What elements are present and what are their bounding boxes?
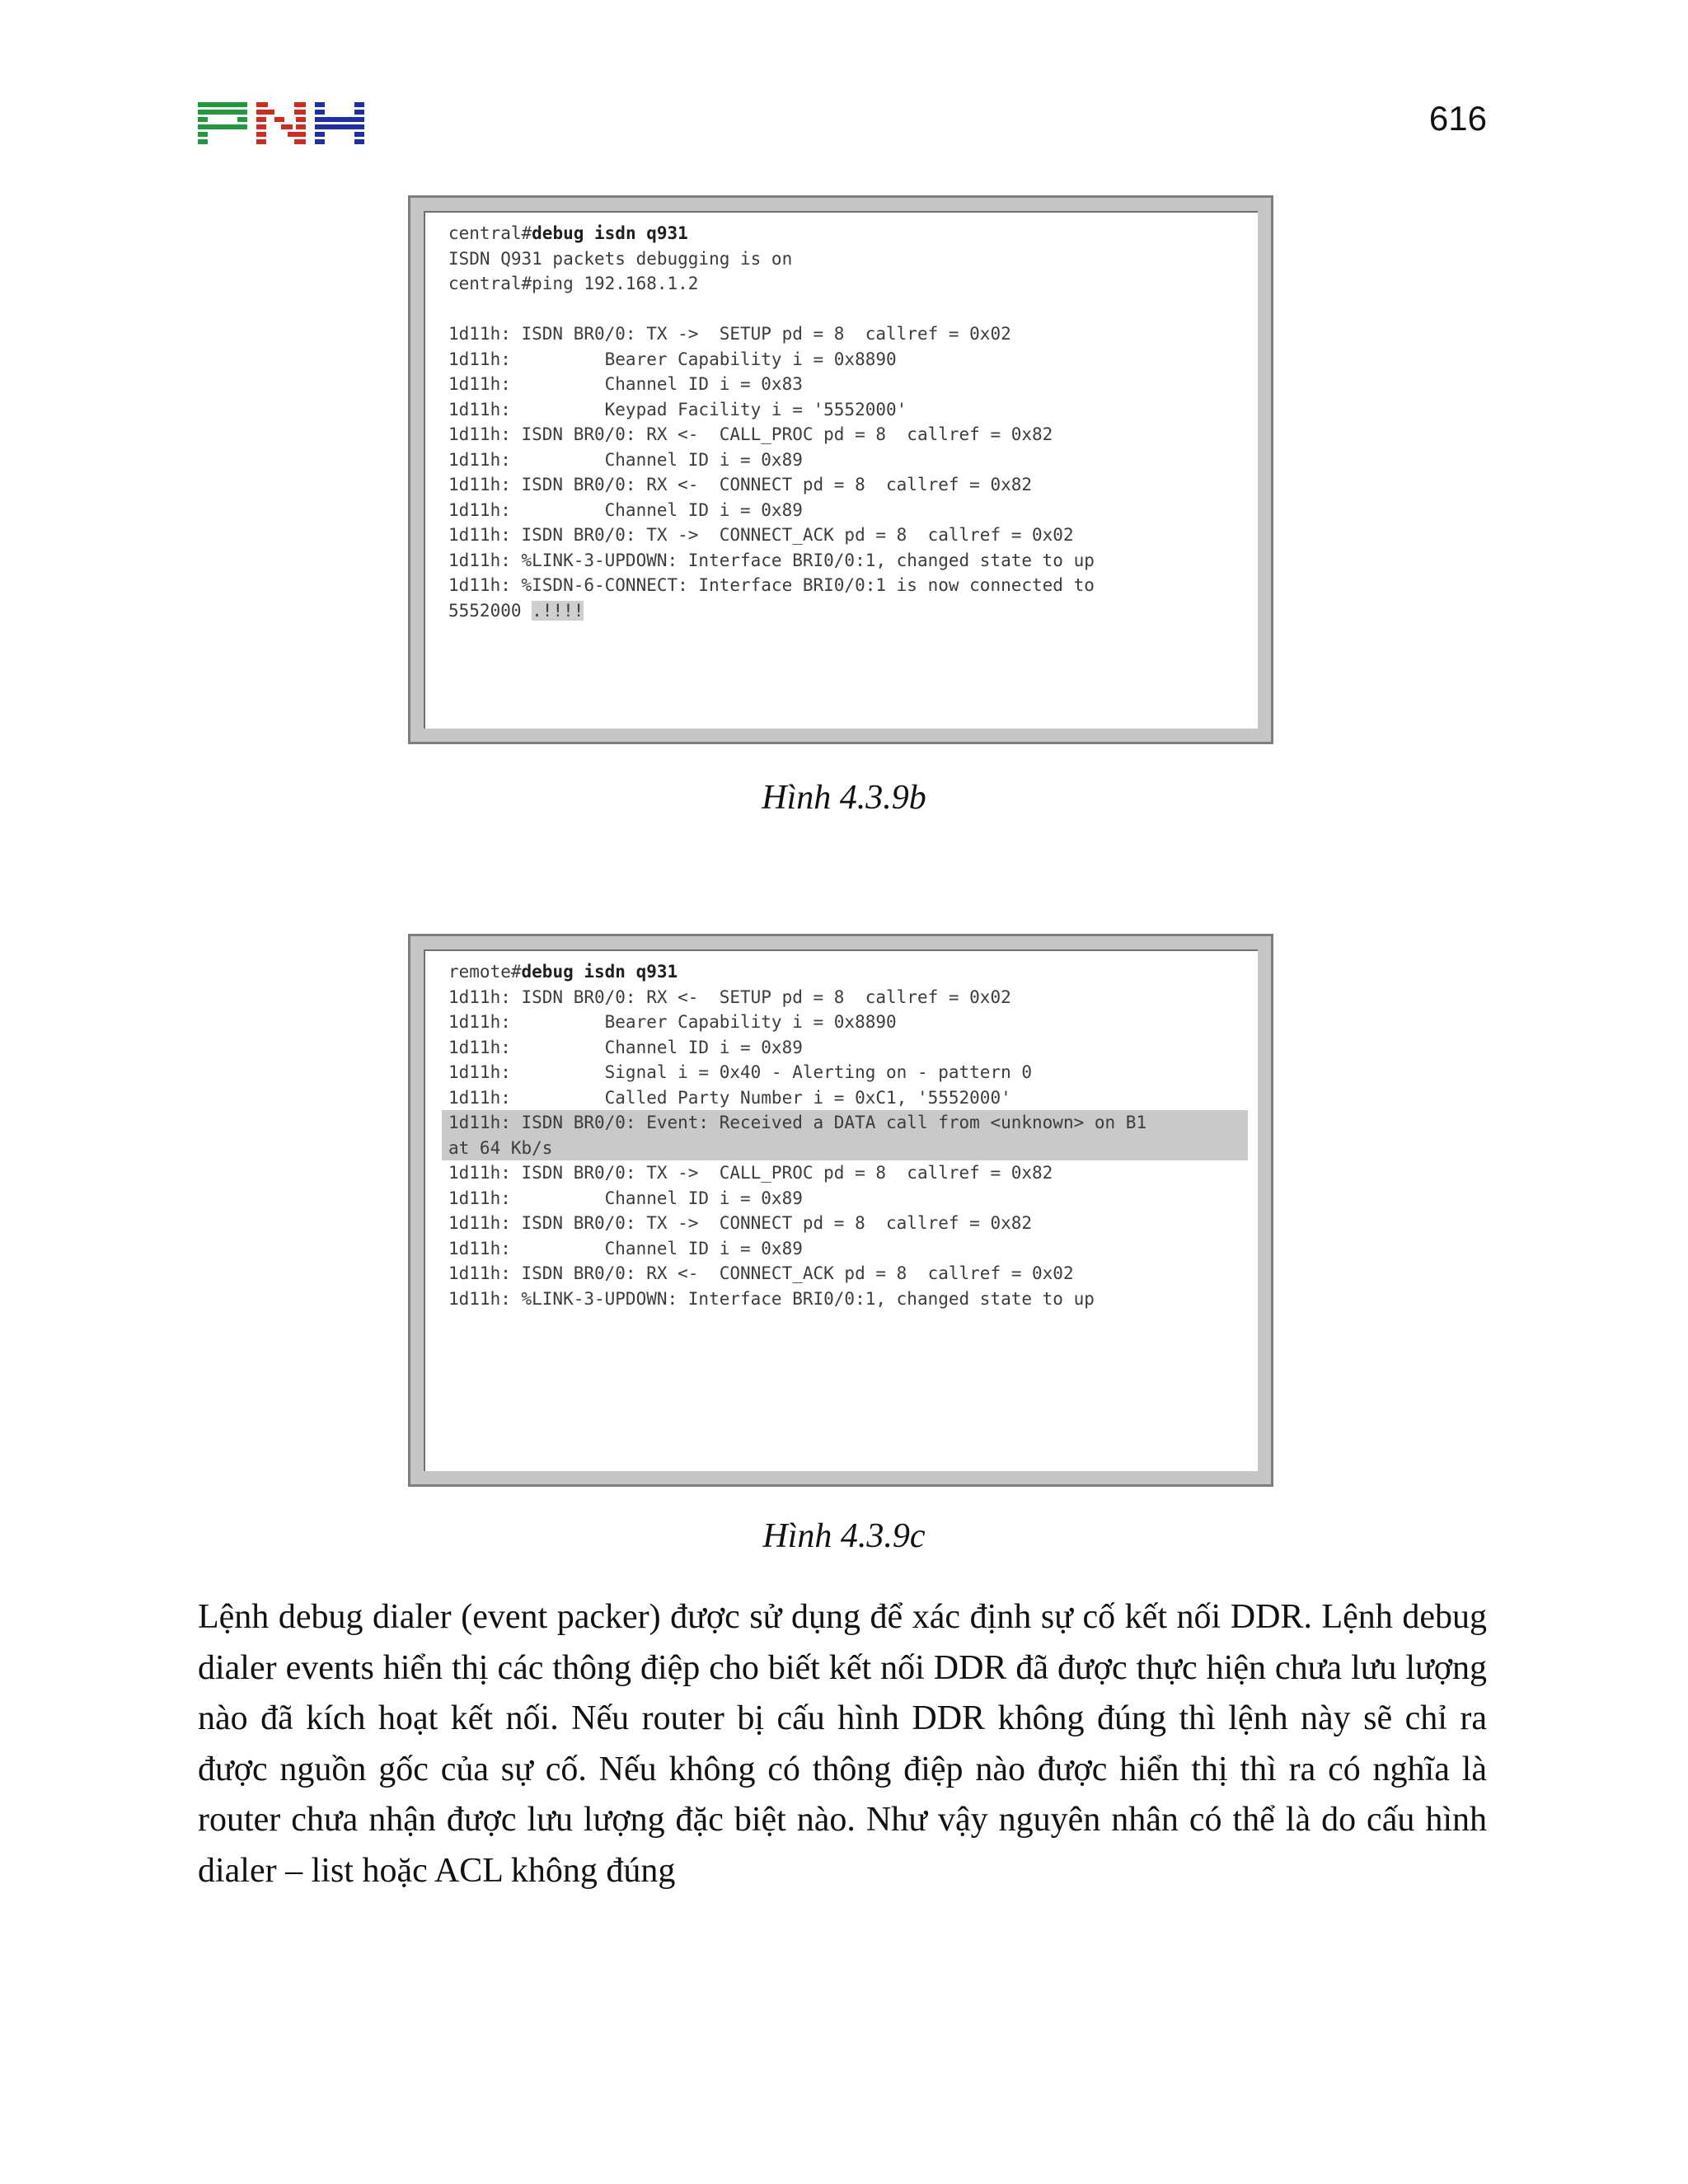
terminal-line <box>448 1186 1248 1212</box>
logo-stripe <box>315 117 364 122</box>
terminal-line <box>442 1110 1248 1136</box>
terminal-text: 1d11h: ISDN BR0/0: TX -> CALL_PROC pd = 8 callref = 0x82 <box>448 1163 1053 1183</box>
logo-stripe <box>296 117 306 122</box>
logo-stripe <box>237 117 247 122</box>
logo-stripe <box>256 102 268 107</box>
terminal-text: 1d11h: Channel ID i = 0x89 <box>448 499 803 520</box>
terminal-text: ISDN Q931 packets debugging is on <box>448 248 793 269</box>
logo-stripe <box>315 102 325 107</box>
terminal-line <box>448 1236 1248 1262</box>
terminal-line <box>448 548 1248 574</box>
terminal-output <box>448 959 1248 1311</box>
logo-letter-n <box>256 102 306 144</box>
terminal-line <box>448 372 1248 397</box>
logo-stripe <box>294 102 306 107</box>
terminal-prompt: central# <box>448 223 532 243</box>
terminal-text: 1d11h: Bearer Capability i = 0x8890 <box>448 349 897 369</box>
logo-stripe <box>294 110 306 115</box>
terminal-text: 1d11h: %ISDN-6-CONNECT: Interface BRI0/0:1 is now connected to <box>448 575 1095 595</box>
terminal-text: 1d11h: ISDN BR0/0: RX <- CONNECT pd = 8 callref = 0x82 <box>448 475 1033 494</box>
logo-stripe <box>198 117 208 122</box>
terminal-text: 1d11h: Keypad Facility i = '5552000' <box>448 399 907 419</box>
terminal-line <box>448 1261 1248 1286</box>
terminal-line <box>448 472 1248 498</box>
terminal-text: 1d11h: %LINK-3-UPDOWN: Interface BRI0/0:1, changed state to up <box>448 550 1095 570</box>
logo-stripe <box>256 132 266 137</box>
terminal-line <box>448 1160 1248 1186</box>
terminal-output <box>448 221 1248 623</box>
terminal-text: 1d11h: Channel ID i = 0x89 <box>448 449 803 470</box>
logo-stripe <box>315 139 325 144</box>
terminal-line <box>448 498 1248 523</box>
logo-stripe <box>354 139 364 144</box>
figure-caption-b: Hình 4.3.9b <box>762 779 926 817</box>
logo-stripe <box>354 132 364 137</box>
terminal-text: 1d11h: ISDN BR0/0: TX -> CONNECT pd = 8 callref = 0x82 <box>448 1213 1033 1233</box>
page-number: 616 <box>1428 99 1487 138</box>
logo-stripe <box>281 124 293 129</box>
logo-stripe <box>296 124 306 129</box>
terminal-line <box>448 1211 1248 1236</box>
terminal-text: 1d11h: Called Party Number i = 0xC1, '5552000' <box>448 1087 1011 1108</box>
terminal-text: 1d11h: Channel ID i = 0x83 <box>448 374 803 394</box>
terminal-text: 1d11h: ISDN BR0/0: Event: Received a DATA call from <unknown> on B1 <box>448 1113 1147 1132</box>
body-paragraph: Lệnh debug dialer (event packer) được sử dụng để xác định sự cố kết nối DDR. Lệnh debug dialer events hiển thị các thông điệp cho biết kết nối DDR đã được thực hiện chưa lưu lượng nào đã kích hoạt kết nối. Nếu router bị cấu hình DDR không đúng thì lệnh này sẽ chỉ ra được nguồn gốc của sự cố. Nếu không có thông điệp nào được hiển thị thì ra có nghĩa là router chưa nhận được lưu lượng đặc biệt nào. Như vậy nguyên nhân có thể là do cấu hình dialer – list hoặc ACL không đúng <box>198 1598 1487 1890</box>
logo-stripe <box>315 132 325 137</box>
terminal-line <box>448 221 1248 246</box>
terminal-text: at 64 Kb/s <box>448 1137 553 1158</box>
terminal-line <box>448 1010 1248 1035</box>
logo-stripe <box>288 132 306 137</box>
figure-4-3-9c-terminal <box>410 936 1271 1484</box>
logo-stripe <box>256 117 266 122</box>
pnh-logo <box>198 102 364 147</box>
terminal-line <box>448 246 1248 272</box>
logo-letter-h <box>315 102 364 144</box>
logo-stripe <box>256 139 266 144</box>
terminal-text: 1d11h: Channel ID i = 0x89 <box>448 1037 803 1057</box>
terminal-line <box>448 422 1248 448</box>
highlighted-ping-result: .!!!! <box>532 600 584 621</box>
logo-stripe <box>294 139 306 144</box>
logo-stripe <box>274 117 284 122</box>
terminal-line <box>442 1136 1248 1161</box>
terminal-line <box>448 321 1248 347</box>
logo-stripe <box>354 110 364 115</box>
terminal-text: 1d11h: ISDN BR0/0: TX -> SETUP pd = 8 callref = 0x02 <box>448 324 1011 344</box>
logo-stripe <box>256 124 266 129</box>
terminal-line <box>448 347 1248 373</box>
terminal-text: 1d11h: Channel ID i = 0x89 <box>448 1188 803 1208</box>
logo-stripe <box>198 110 247 115</box>
logo-stripe <box>315 124 364 129</box>
terminal-text: 1d11h: ISDN BR0/0: RX <- CONNECT_ACK pd = 8 callref = 0x02 <box>448 1263 1074 1283</box>
terminal-text: 1d11h: ISDN BR0/0: RX <- CALL_PROC pd = 8 callref = 0x82 <box>448 424 1053 444</box>
terminal-command: debug isdn q931 <box>521 962 678 982</box>
terminal-text: 1d11h: Bearer Capability i = 0x8890 <box>448 1012 897 1032</box>
terminal-line <box>448 271 1248 297</box>
logo-letter-p <box>198 102 247 144</box>
logo-stripe <box>315 110 325 115</box>
terminal-line <box>448 598 1248 624</box>
terminal-line <box>448 1035 1248 1061</box>
logo-stripe <box>198 132 208 137</box>
logo-stripe <box>198 102 247 107</box>
logo-stripe <box>256 110 274 115</box>
terminal-line <box>448 1085 1248 1111</box>
logo-stripe <box>198 124 247 129</box>
terminal-line <box>448 573 1248 598</box>
terminal-line <box>448 297 1248 322</box>
terminal-text: 1d11h: %LINK-3-UPDOWN: Interface BRI0/0:1, changed state to up <box>448 1288 1095 1309</box>
logo-stripe <box>354 102 364 107</box>
terminal-line <box>448 523 1248 548</box>
terminal-text: 5552000 <box>448 600 532 621</box>
terminal-line <box>448 959 1248 985</box>
terminal-text: 1d11h: Signal i = 0x40 - Alerting on - pattern 0 <box>448 1062 1033 1082</box>
terminal-line <box>448 1060 1248 1085</box>
logo-stripe <box>198 139 208 144</box>
terminal-prompt: remote# <box>448 962 522 982</box>
terminal-text: central#ping 192.168.1.2 <box>448 274 699 293</box>
terminal-line <box>448 1286 1248 1312</box>
terminal-line <box>448 397 1248 423</box>
terminal-text: 1d11h: Channel ID i = 0x89 <box>448 1238 803 1258</box>
figure-4-3-9b-terminal <box>410 198 1271 742</box>
figure-caption-c: Hình 4.3.9c <box>762 1517 926 1555</box>
terminal-line <box>448 448 1248 473</box>
terminal-line <box>448 985 1248 1010</box>
terminal-command: debug isdn q931 <box>532 223 688 243</box>
terminal-text: 1d11h: ISDN BR0/0: RX <- SETUP pd = 8 callref = 0x02 <box>448 987 1011 1007</box>
terminal-text: 1d11h: ISDN BR0/0: TX -> CONNECT_ACK pd = 8 callref = 0x02 <box>448 525 1074 545</box>
